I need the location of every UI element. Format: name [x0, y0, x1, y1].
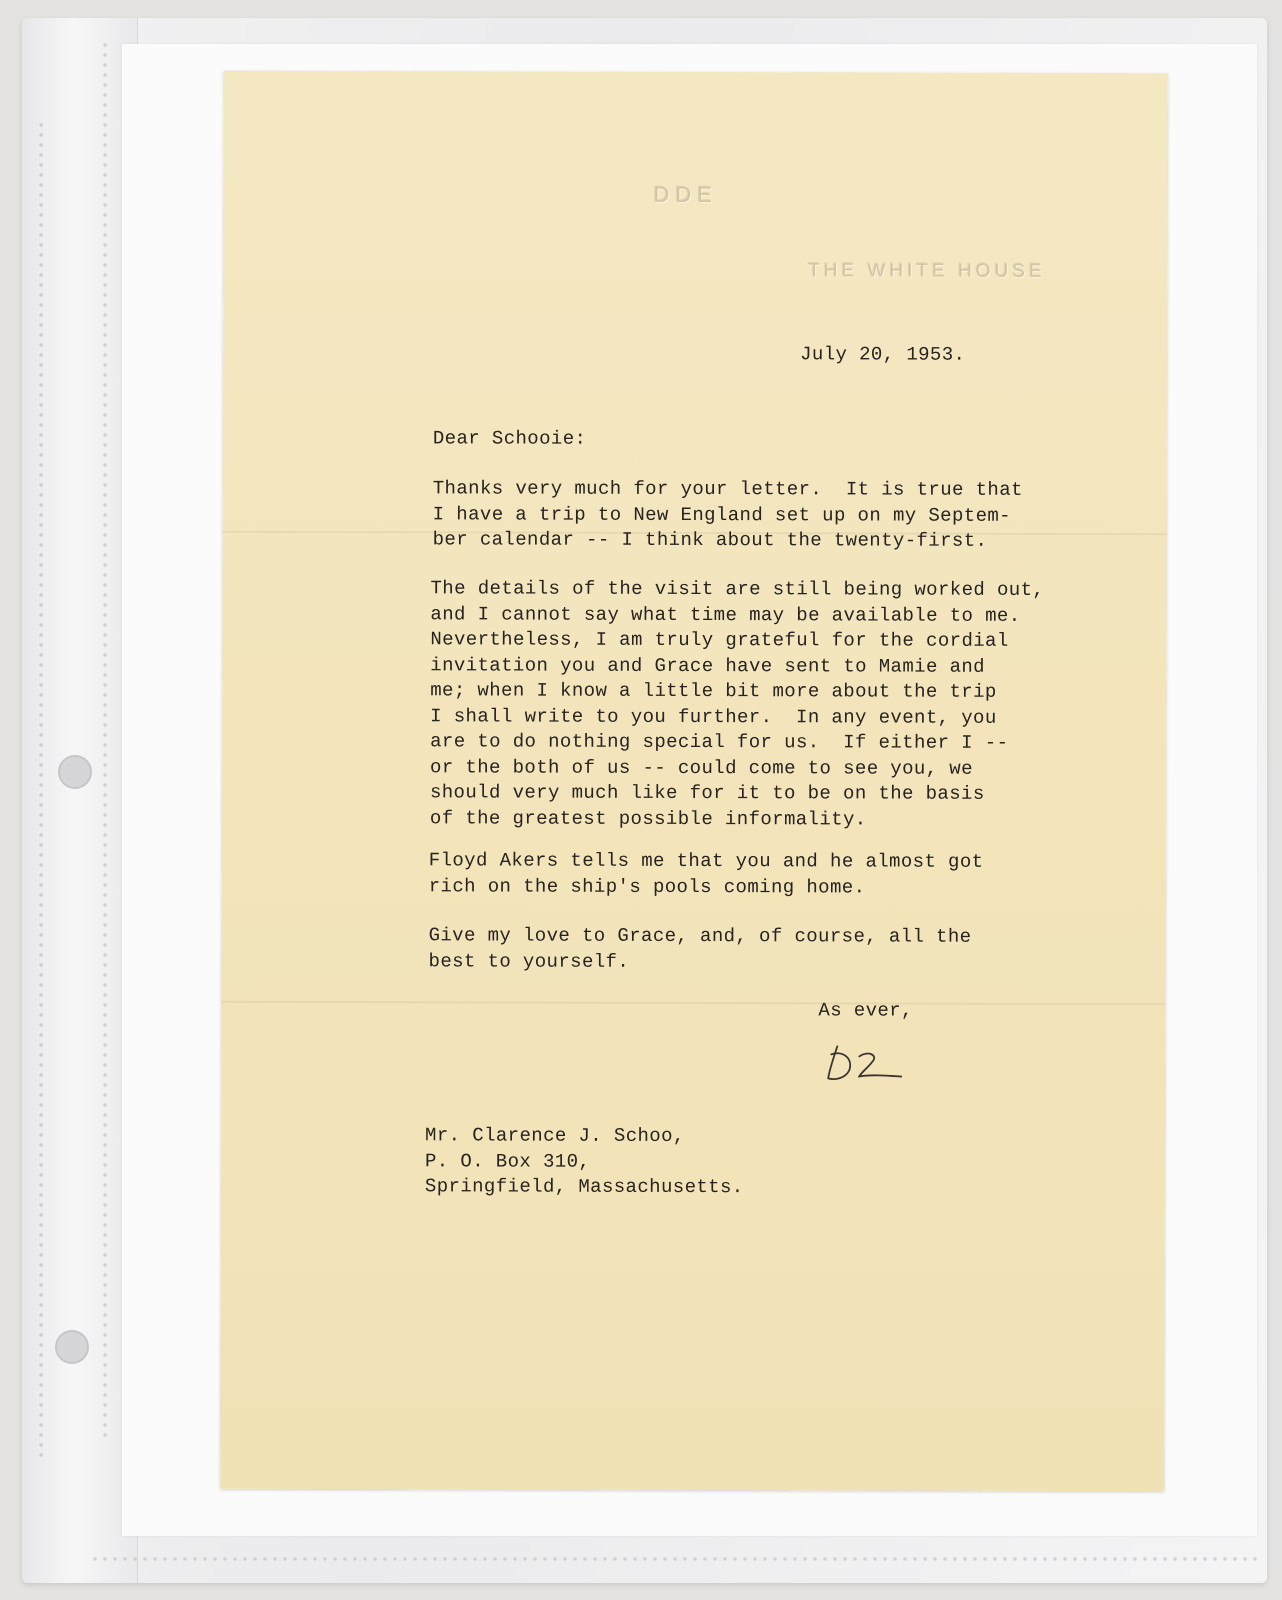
paragraph-4: Give my love to Grace, and, of course, all the best to yourself. — [428, 924, 972, 973]
paper-fold-line — [221, 1001, 1165, 1005]
handwritten-signature — [823, 1040, 903, 1086]
embossed-monogram: DDE — [653, 181, 719, 208]
binder-hole — [58, 755, 92, 789]
sleeve-perforation — [38, 120, 44, 1460]
binder-hole — [55, 1330, 89, 1364]
paragraph-2: The details of the visit are still being worked out, and I cannot say what time may be available to me. Nevertheless, I am truly grateful for the cordial invitation you and Grace have sent to Mamie and me; when I know a little bit more about the trip I shall write to you further. In any event, you are to do nothing special for us. If either I -- or the both of us -- could come to see you, we should very much like for it to be on the basis of the greatest possible informality. — [429, 577, 1045, 830]
paragraph-3: Floyd Akers tells me that you and he almost got rich on the ship's pools coming home. — [428, 849, 984, 898]
recipient-address: Mr. Clarence J. Schoo, P. O. Box 310, Springfield, Massachusetts. — [424, 1124, 744, 1199]
embossed-letterhead: THE WHITE HOUSE — [808, 260, 1046, 282]
salutation: Dear Schooie: — [432, 427, 587, 450]
sleeve-perforation — [102, 40, 108, 1440]
letter-paper — [220, 71, 1168, 1491]
letter-date: July 20, 1953. — [800, 343, 966, 366]
paragraph-1: Thanks very much for your letter. It is true that I have a trip to New England set up on my Septem- ber calendar -- I think about the twenty-first. — [432, 477, 1023, 552]
closing: As ever, — [818, 999, 913, 1022]
sleeve-perforation-bottom — [90, 1555, 1260, 1563]
